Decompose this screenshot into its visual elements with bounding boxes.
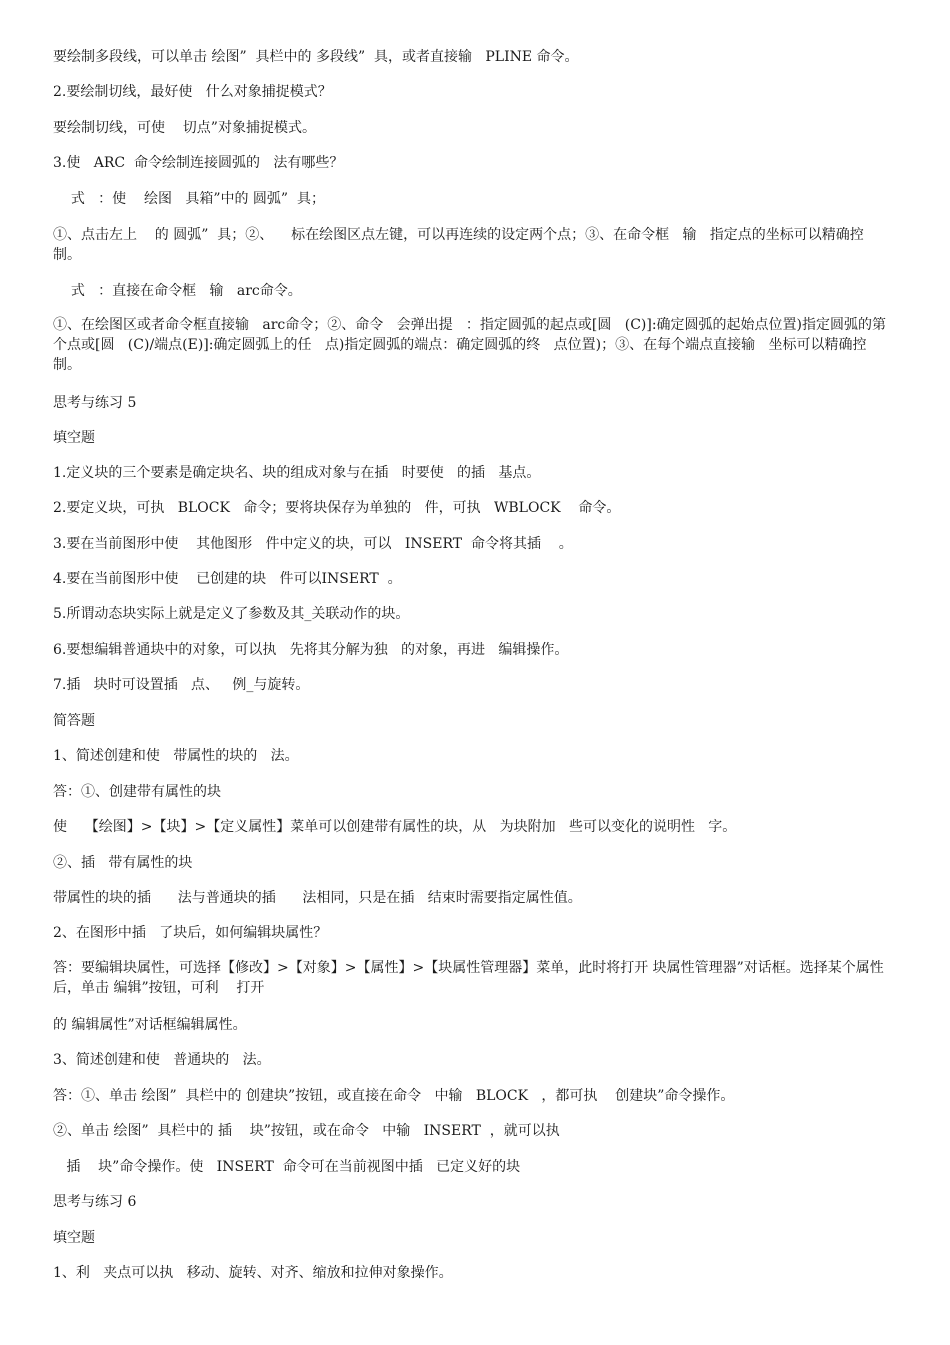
short-answer-q2: 2、在图形中插 了块后，如何编辑块属性？ [53,925,328,941]
answer-line: 带属性的块的插 法与普通块的插 法相同，只是在插 结束时需要指定属性值。 [53,890,582,906]
answer-line: 使 【绘图】>【块】>【定义属性】菜单可以创建带有属性的块，从 为块附加 些可以变化的说明性 字。 [53,819,737,835]
method-2-steps: ①、在绘图区或者命令框直接输 arc命令；②、命令 会弹出提 ：指定圆弧的起点或[圆 (C)]:确定圆弧的起始点位置)指定圆弧的第 个点或[圆 (C)/端点(E)]:确定圆弧上的任 点)指定圆弧的端点：确定圆弧的终 点位置)；③、在每个端点直接输 坐标可以精确控制。 [53,317,900,373]
fill-in-item-1: 1、利 夹点可以执 移动、旋转、对齐、缩放和拉伸对象操作。 [53,1265,453,1281]
question-3: 3.使 ARC 命令绘制连接圆弧的 法有哪些？ [53,155,344,171]
section-heading-6: 思考与练习 6 [53,1194,137,1210]
fill-in-item-5: 5.所谓动态块实际上就是定义了参数及其_关联动作的块。 [53,606,410,622]
answer-line: ②、单击 绘图” 具栏中的 插 块”按钮，或在命令 中输 INSERT ，就可以执 [53,1123,560,1139]
fill-in-item-1: 1.定义块的三个要素是确定块名、块的组成对象与在插 时要使 的插 基点。 [53,465,541,481]
answer-line: 答：要编辑块属性，可选择【修改】>【对象】>【属性】>【块属性管理器】菜单，此时将打开 块属性管理器”对话框。选择某个属性后，单击 编辑”按钮，可利 打开 [53,960,884,996]
question-2: 2.要绘制切线，最好使 什么对象捕捉模式？ [53,84,332,100]
method-1-heading: 式 ：使 绘图 具箱”中的 圆弧” 具； [53,191,325,207]
answer-line: 答：①、创建带有属性的块 [53,784,221,800]
fill-in-item-3: 3.要在当前图形中使 其他图形 件中定义的块，可以 INSERT 命令将其插 。 [53,536,573,552]
answer-line: 答：①、单击 绘图” 具栏中的 创建块”按钮，或直接在命令 中输 BLOCK ，都可执 创建块”命令操作。 [53,1088,735,1104]
short-answer-q1: 1、简述创建和使 带属性的块的 法。 [53,748,299,764]
answer-line: 的 编辑属性”对话框编辑属性。 [53,1017,247,1033]
method-1-steps: ①、点击左上 的 圆弧” 具；②、 标在绘图区点左键，可以再连续的设定两个点；③、在命令框 输 指定点的坐标可以精确控制。 [53,227,864,263]
fill-in-item-2: 2.要定义块，可执 BLOCK 命令；要将块保存为单独的 件，可执 WBLOCK 命令。 [53,500,621,516]
short-answer-heading: 简答题 [53,713,95,729]
paragraph: 要绘制多段线，可以单击 绘图” 具栏中的 多段线” 具，或者直接输 PLINE 命令。 [53,49,579,65]
fill-in-item-6: 6.要想编辑普通块中的对象，可以执 先将其分解为独 的对象，再进 编辑操作。 [53,642,569,658]
short-answer-q3: 3、简述创建和使 普通块的 法。 [53,1052,271,1068]
section-heading-5: 思考与练习 5 [53,395,137,411]
fill-in-heading: 填空题 [53,430,95,446]
answer-line: 插 块”命令操作。使 INSERT 命令可在当前视图中插 已定义好的块 [53,1159,521,1175]
fill-in-heading: 填空题 [53,1230,95,1246]
method-2-heading: 式 ：直接在命令框 输 arc命令。 [53,283,302,299]
answer-2: 要绘制切线，可使 切点”对象捕捉模式。 [53,120,316,136]
fill-in-item-7: 7.插 块时可设置插 点、 例_与旋转。 [53,677,310,693]
answer-line: ②、插 带有属性的块 [53,855,193,871]
fill-in-item-4: 4.要在当前图形中使 已创建的块 件可以INSERT 。 [53,571,402,587]
